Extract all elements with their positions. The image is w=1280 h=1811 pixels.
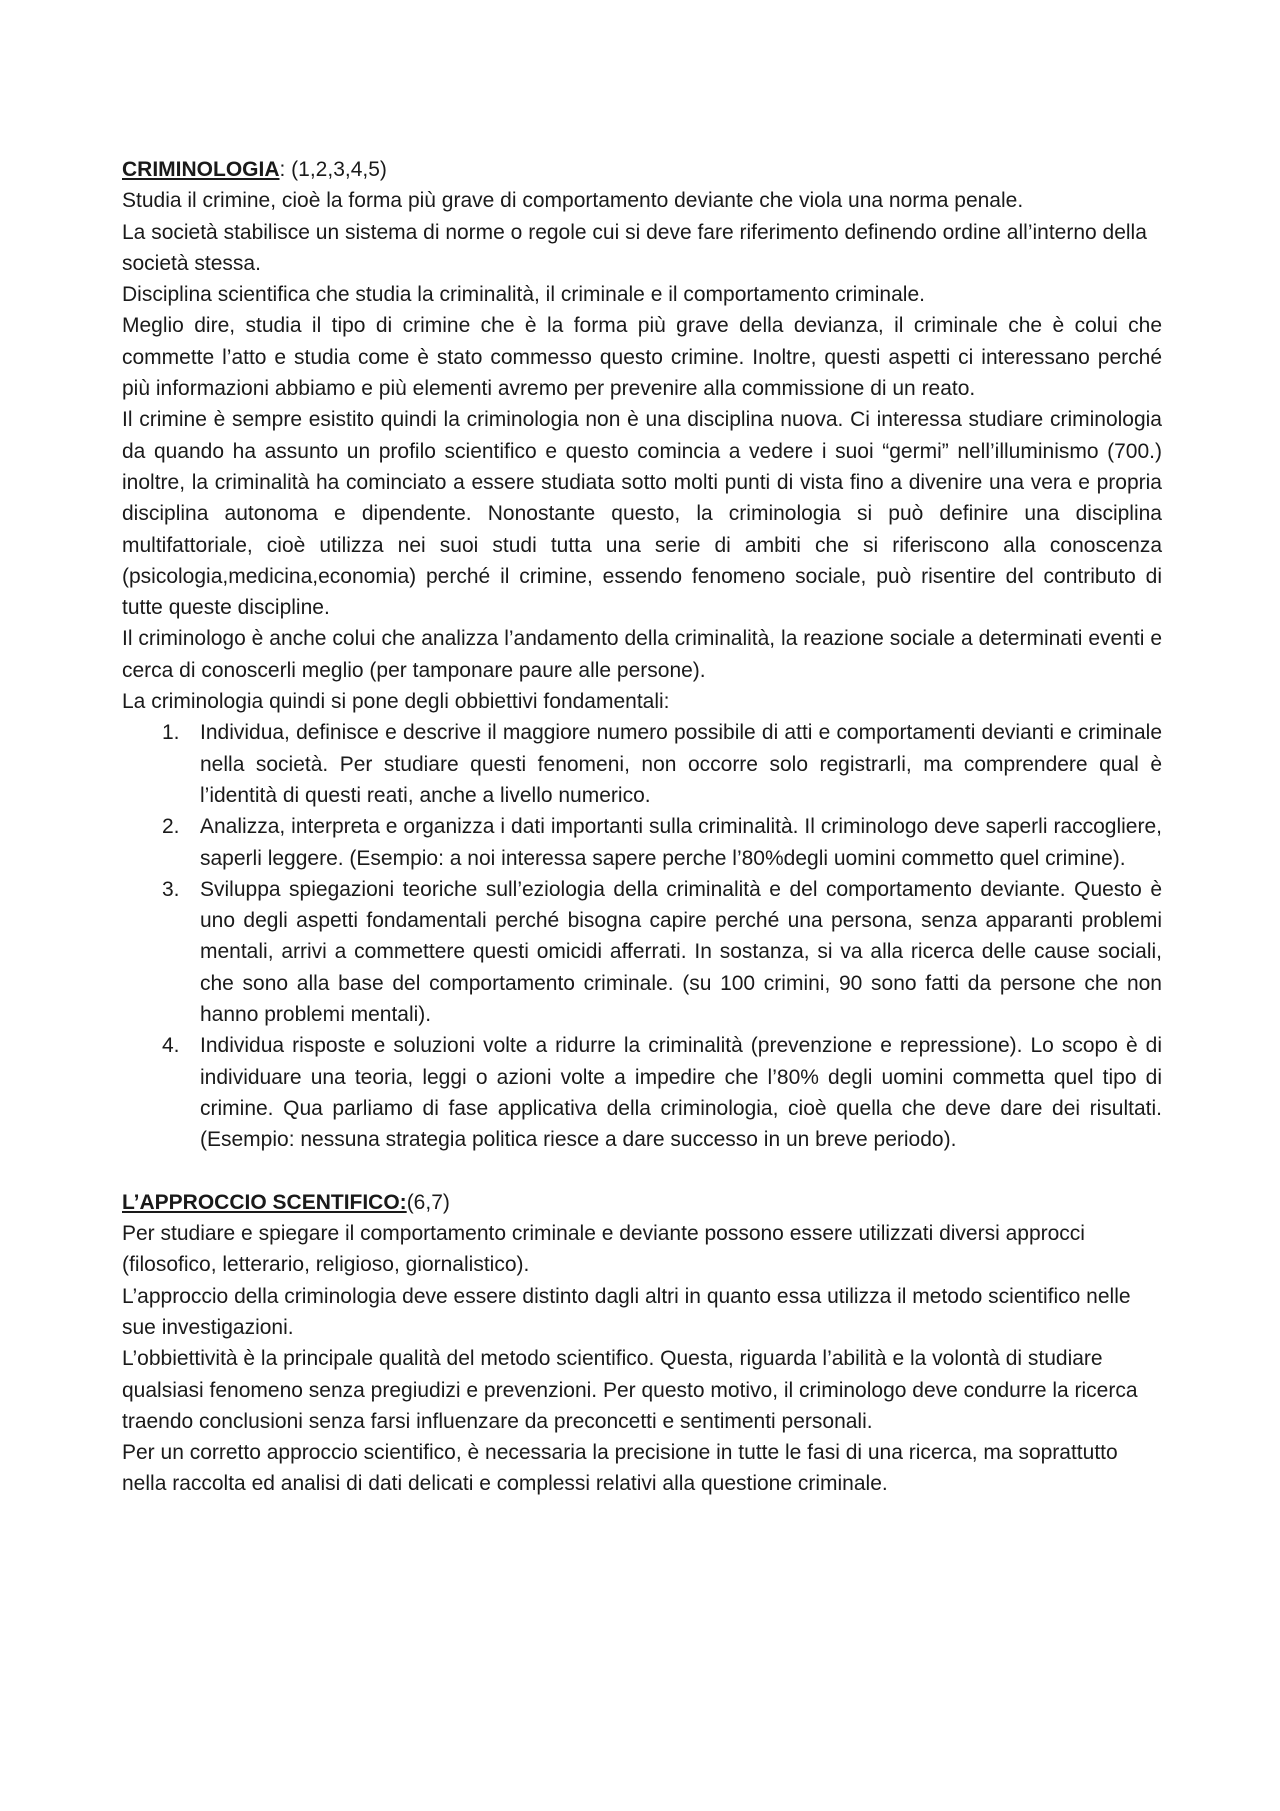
heading-suffix: : (1,2,3,4,5) (279, 158, 387, 181)
paragraph: L’approccio della criminologia deve essere distinto dagli altri in quanto essa utilizza il metodo scientifico nelle sue investigazioni. (122, 1284, 1131, 1339)
list-item-text: Individua, definisce e descrive il maggiore numero possibile di atti e comportamenti devianti e criminale nella società. Per studiare questi fenomeni, non occorre solo registrarli, ma comprendere qual è l’identità di questi reati, anche a livello numerico. (200, 721, 1162, 807)
list-item (122, 811, 1162, 874)
list-item-text: Individua risposte e soluzioni volte a ridurre la criminalità (prevenzione e repressione). Lo scopo è di individuare una teoria, leggi o azioni volte a impedire che l’80% degli uomini commetta quel tipo di crimine. Qua parliamo di fase applicativa della criminologia, cioè quella che deve dare dei risultati. (Esempio: nessuna strategia politica riesce a dare successo in un breve periodo). (200, 1034, 1162, 1152)
paragraph: Per studiare e spiegare il comportamento criminale e deviante possono essere utilizzati diversi approcci (filosofico, letterario, religioso, giornalistico). (122, 1222, 1085, 1277)
list-item-text: Sviluppa spiegazioni teoriche sull’eziologia della criminalità e del comportamento deviante. Questo è uno degli aspetti fondamentali perché bisogna capire perché una persona, senza apparanti problemi mentali, arrivi a commettere questi omicidi afferrati. In sostanza, si va alla ricerca delle cause sociali, che sono alla base del comportamento criminale. (su 100 crimini, 90 sono fatti da persone che non hanno problemi mentali). (200, 877, 1162, 1027)
list-item (122, 1030, 1162, 1155)
section-spacer (122, 1156, 1162, 1187)
heading-label: L’APPROCCIO SCENTIFICO: (122, 1190, 407, 1214)
list-item-number: 1. (162, 721, 180, 745)
section-heading-criminologia (122, 154, 1162, 185)
list-item (122, 717, 1162, 811)
paragraph: Disciplina scientifica che studia la criminalità, il criminale e il comportamento criminale. (122, 283, 925, 307)
list-item (122, 874, 1162, 1030)
paragraph: L’obbiettività è la principale qualità del metodo scientifico. Questa, riguarda l’abilità e la volontà di studiare qualsiasi fenomeno senza pregiudizi e prevenzioni. Per questo motivo, il criminologo deve condurre la ricerca traendo conclusioni senza farsi influenzare da preconcetti e sentimenti personali. (122, 1347, 1138, 1433)
paragraph: Il crimine è sempre esistito quindi la criminologia non è una disciplina nuova. Ci interessa studiare criminologia da quando ha assunto un profilo scientifico e questo comincia a vedere i suoi “germi” nell’illuminismo (700.) inoltre, la criminalità ha cominciato a essere studiata sotto molti punti di vista fino a divenire una vera e propria disciplina autonoma e dipendente. Nonostante questo, la criminologia si può definire una disciplina multifattoriale, cioè utilizza nei suoi studi tutta una serie di ambiti che si riferiscono alla conoscenza (psicologia,medicina,economia) perché il crimine, essendo fenomeno sociale, può risentire del contributo di tutte queste discipline. (122, 408, 1162, 620)
document-body (122, 154, 1162, 1500)
list-item-number: 2. (162, 815, 180, 839)
list-item-number: 3. (162, 877, 180, 901)
paragraph: Studia il crimine, cioè la forma più grave di comportamento deviante che viola una norma penale. (122, 189, 1024, 213)
section-heading-approccio (122, 1187, 1162, 1218)
objectives-list (122, 717, 1162, 1155)
paragraph: La criminologia quindi si pone degli obbiettivi fondamentali: (122, 690, 670, 714)
heading-suffix: (6,7) (406, 1190, 450, 1214)
list-item-number: 4. (162, 1034, 180, 1058)
heading-label: CRIMINOLOGIA (122, 158, 280, 181)
list-item-text: Analizza, interpreta e organizza i dati importanti sulla criminalità. Il criminologo deve saperli raccogliere, saperli leggere. (Esempio: a noi interessa sapere perche l’80%degli uomini commetto quel crimine). (200, 815, 1162, 870)
paragraph: La società stabilisce un sistema di norme o regole cui si deve fare riferimento definendo ordine all’interno della società stessa. (122, 220, 1147, 275)
paragraph: Meglio dire, studia il tipo di crimine che è la forma più grave della devianza, il criminale che è colui che commette l’atto e studia come è stato commesso questo crimine. Inoltre, questi aspetti ci interessano perché più informazioni abbiamo e più elementi avremo per prevenire alla commissione di un reato. (122, 314, 1162, 401)
paragraph: Il criminologo è anche colui che analizza l’andamento della criminalità, la reazione sociale a determinati eventi e cerca di conoscerli meglio (per tamponare paure alle persone). (122, 627, 1162, 682)
paragraph: Per un corretto approccio scientifico, è necessaria la precisione in tutte le fasi di una ricerca, ma soprattutto nella raccolta ed analisi di dati delicati e complessi relativi alla questione criminale. (122, 1441, 1118, 1496)
